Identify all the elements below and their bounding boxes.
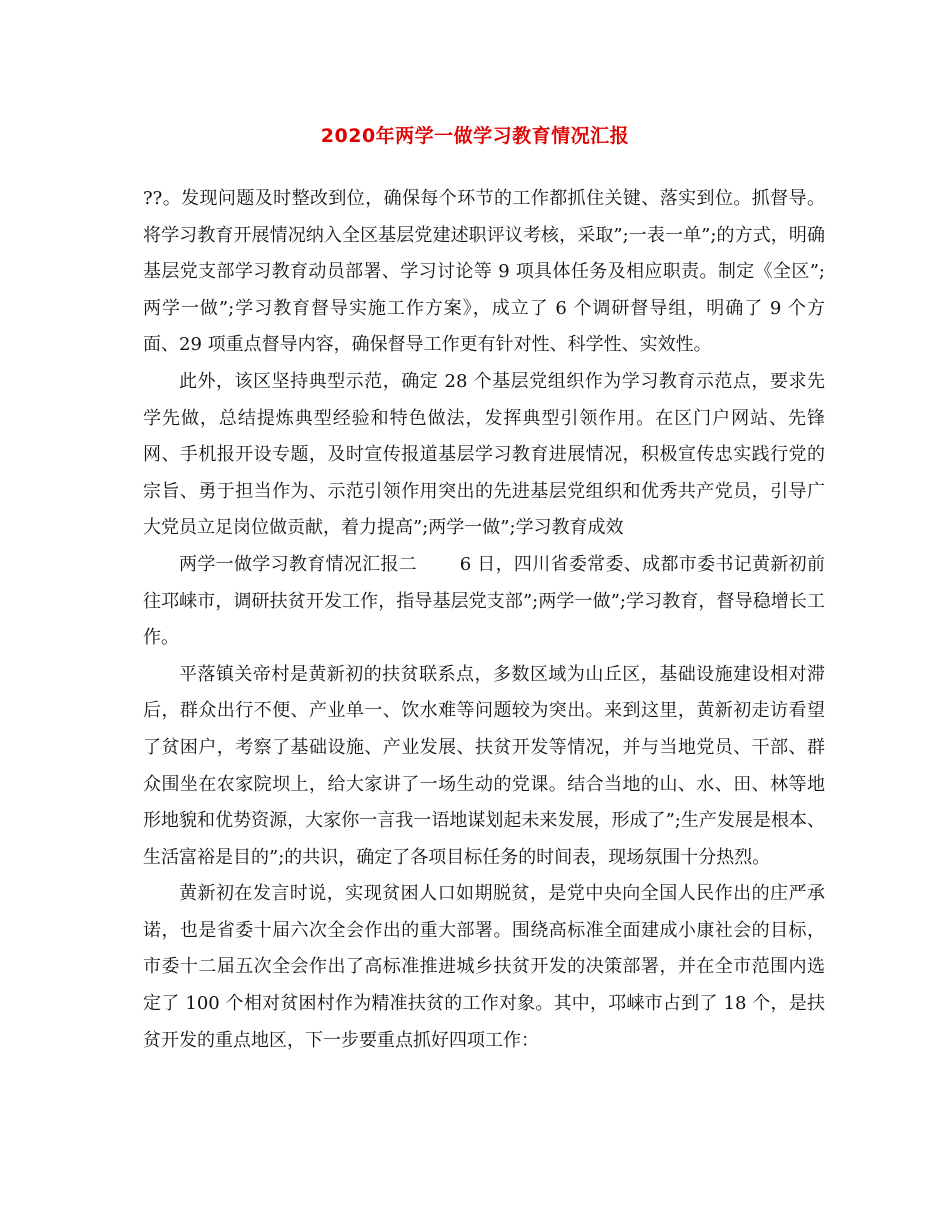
paragraph-5: 黄新初在发言时说，实现贫困人口如期脱贫，是党中央向全国人民作出的庄严承诺，也是省委十届六次全会作出的重大部署。围绕高标准全面建成小康社会的目标，市委十二届五次全会作出了高标准推进城乡扶贫开发的决策部署，并在全市范围内选定了 100 个相对贫困村作为精准扶贫的工作对象。其中，邛崃市占到了 18 个，是扶贫开发的重点地区，下一步要重点抓好四项工作： bbox=[143, 883, 825, 1051]
paragraph-2: 此外，该区坚持典型示范，确定 28 个基层党组织作为学习教育示范点，要求先学先做，总结提炼典型经验和特色做法，发挥典型引领作用。在区门户网站、先锋网、手机报开设专题，及时宣传报道基层学习教育进展情况，积极宣传忠实践行党的宗旨、勇于担当作为、示范引领作用突出的先进基层党组织和优秀共产党员，引导广大党员立足岗位做贡献，着力提高”;两学一做”;学习教育成效 bbox=[143, 370, 825, 539]
paragraph-1: ??。发现问题及时整改到位，确保每个环节的工作都抓住关键、落实到位。抓督导。将学习教育开展情况纳入全区基层党建述职评议考核，采取”;一表一单”;的方式，明确基层党支部学习教育动员部署、学习讨论等 9 项具体任务及相应职责。制定《全区”;两学一做”;学习教育督导实施工作方案》，成立了 6 个调研督导组，明确了 9 个方面、29 项重点督导内容，确保督导工作更有针对性、科学性、实效性。 bbox=[143, 188, 825, 356]
document-body bbox=[143, 181, 825, 1059]
paragraph-4: 平落镇关帝村是黄新初的扶贫联系点，多数区域为山丘区，基础设施建设相对滞后，群众出行不便、产业单一、饮水难等问题较为突出。来到这里，黄新初走访看望了贫困户，考察了基础设施、产业发展、扶贫开发等情况，并与当地党员、干部、群众围坐在农家院坝上，给大家讲了一场生动的党课。结合当地的山、水、田、林等地形地貌和优势资源，大家你一言我一语地谋划起未来发展，形成了”;生产发展是根本、生活富裕是目的”;的共识，确定了各项目标任务的时间表，现场氛围十分热烈。 bbox=[143, 663, 825, 868]
paragraph-3: 两学一做学习教育情况汇报二 6 日，四川省委常委、成都市委书记黄新初前往邛崃市，调研扶贫开发工作，指导基层党支部”;两学一做”;学习教育，督导稳增长工作。 bbox=[143, 553, 825, 649]
document-title: 2020年两学一做学习教育情况汇报 bbox=[320, 125, 630, 147]
